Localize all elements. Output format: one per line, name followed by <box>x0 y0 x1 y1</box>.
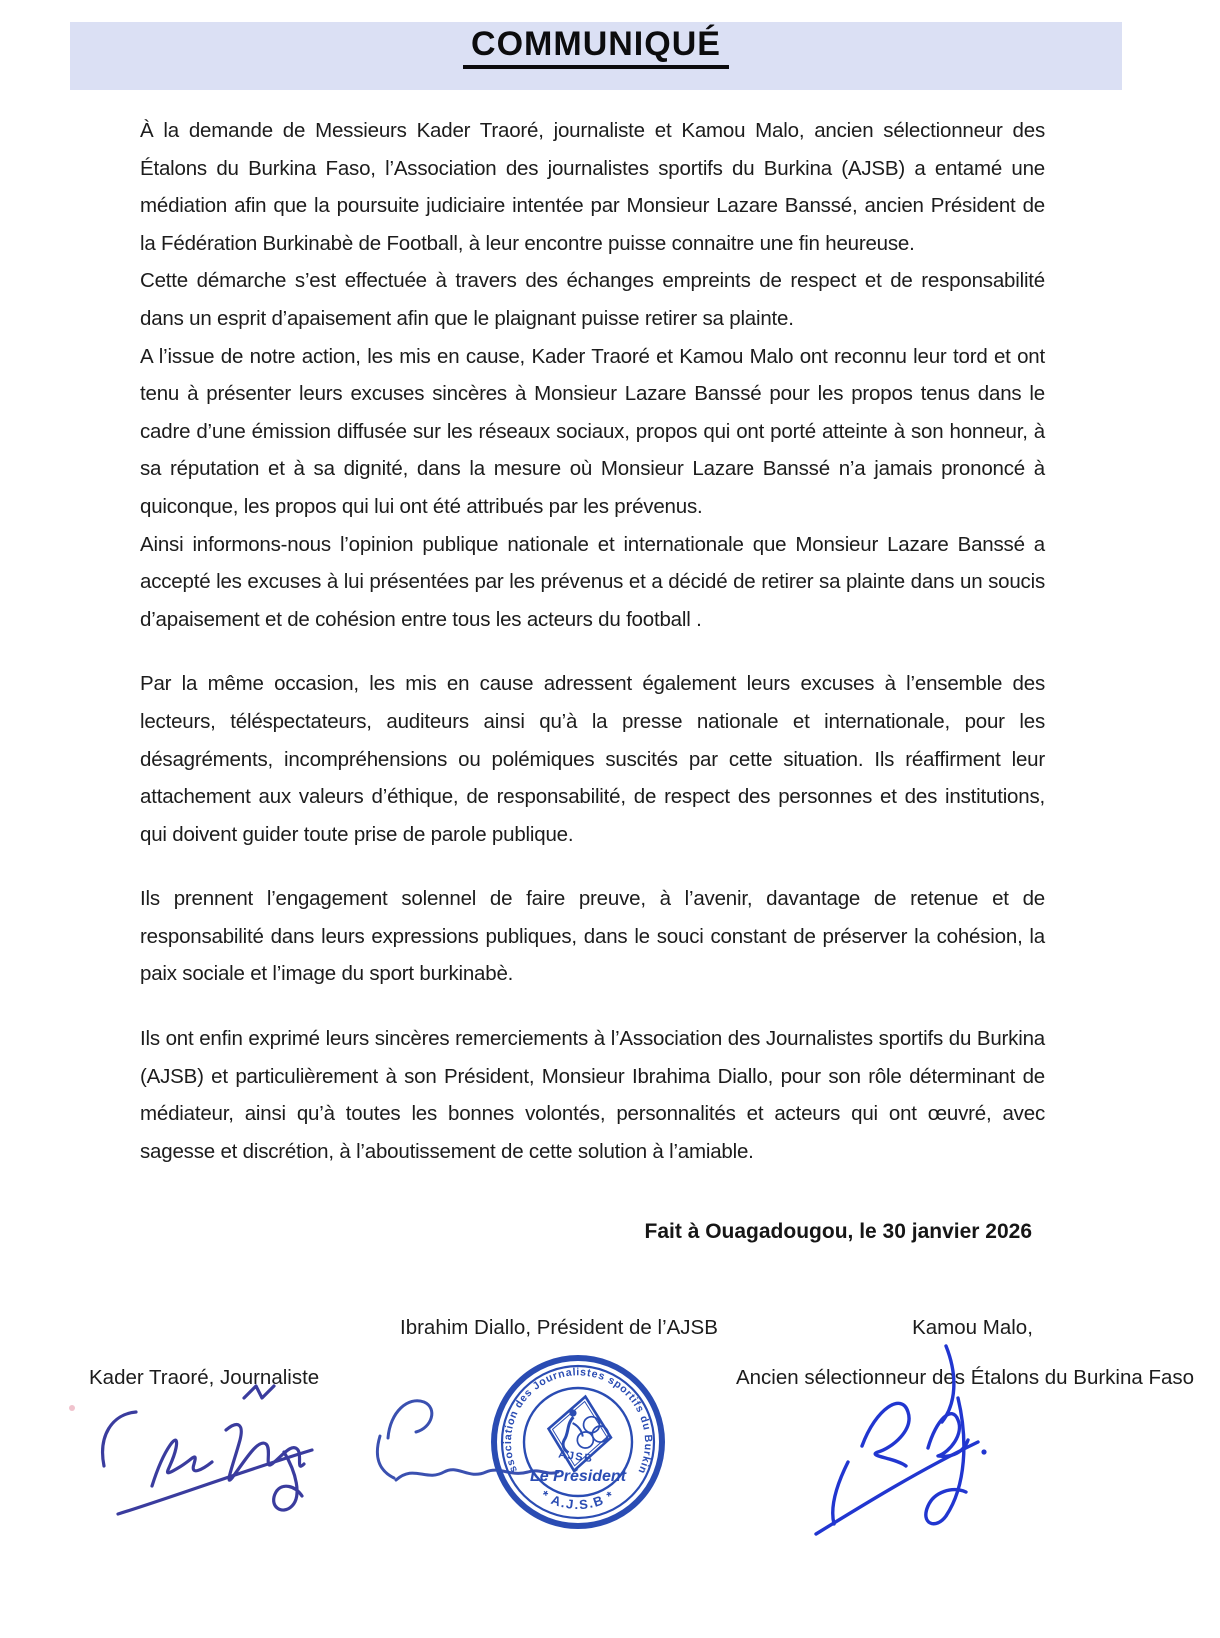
document-body <box>140 112 1045 1170</box>
paragraph: À la demande de Messieurs Kader Traoré, journaliste et Kamou Malo, ancien sélectionneur des Étalons du Burkina Faso, l’Association des journalistes sportifs du Burkina (AJSB) a entamé une médiation afin que la poursuite judiciaire intentée par Monsieur Lazare Banssé, ancien Président de la Fédération Burkinabè de Football, à leur encontre puisse connaitre une fin heureuse. <box>140 119 1045 255</box>
svg-text:* A.J.S.B * <box>539 1487 618 1512</box>
stamp-emblem <box>543 1392 616 1475</box>
paragraph: Par la même occasion, les mis en cause adressent également leurs excuses à l’ensemble des lecteurs, téléspectateurs, auditeurs ainsi qu’à la presse nationale et internationale, pour les désagréments, incompréhensions ou polémiques suscités par cette situation. Ils réaffirment leur attachement aux valeurs d’éthique, de responsabilité, de respect des personnes et des institutions, qui doivent guider toute prise de parole publique. <box>140 672 1045 846</box>
signatory-kamou-title: Ancien sélectionneur des Étalons du Burkina Faso <box>735 1366 1195 1389</box>
title-band <box>70 22 1122 90</box>
scan-artifact <box>69 1405 75 1411</box>
paragraph: Cette démarche s’est effectuée à travers des échanges empreints de respect et de responsabilité dans un esprit d’apaisement afin que le plaignant puisse retirer sa plainte. <box>140 269 1045 330</box>
stamp-rings-icon <box>576 1415 610 1451</box>
signatory-president-label: Ibrahim Diallo, Président de l’AJSB <box>400 1316 718 1339</box>
stamp-center-label: AJSB <box>557 1448 595 1466</box>
document-title: COMMUNIQUÉ <box>463 26 729 69</box>
paragraph: A l’issue de notre action, les mis en cause, Kader Traoré et Kamou Malo ont reconnu leur tord et ont tenu à présenter leurs excuses sincères à Monsieur Lazare Banssé pour les propos tenus dans le cadre d’une émission diffusée sur les réseaux sociaux, propos qui ont porté atteinte à son honneur, à sa réputation et à sa dignité, dans la mesure où Monsieur Lazare Banssé n’a jamais prononcé à quiconque, les propos qui lui ont été attribués par les prévenus. <box>140 344 1045 518</box>
signatory-kamou-name: Kamou Malo, <box>912 1316 1033 1339</box>
paragraph: Ils ont enfin exprimé leurs sincères remerciements à l’Association des Journalistes sportifs du Burkina (AJSB) et particulièrement à son Président, Monsieur Ibrahima Diallo, pour son rôle déterminant de médiateur, ainsi qu’à toutes les bonnes volontés, personnalités et acteurs qui ont œuvré, avec sagesse et discrétion, à l’aboutissement de cette solution à l’amiable. <box>140 1027 1045 1163</box>
signature-kader <box>103 1386 312 1514</box>
stamp-subtitle: Le Président <box>529 1468 627 1485</box>
stamp-arc-bottom-text: * A.J.S.B * <box>538 1487 618 1513</box>
paragraph: Ainsi informons-nous l’opinion publique nationale et internationale que Monsieur Lazare Banssé a accepté les excuses à lui présentées par les prévenus et a décidé de retirer sa plainte dans un soucis d’apaisement et de cohésion entre tous les acteurs du football . <box>140 532 1045 631</box>
date-line: Fait à Ouagadougou, le 30 janvier 2026 <box>644 1220 1032 1243</box>
signatory-kader-label: Kader Traoré, Journaliste <box>89 1366 320 1389</box>
paragraph: Ils prennent l’engagement solennel de faire preuve, à l’avenir, davantage de retenue et de responsabilité dans leurs expressions publiques, dans le souci constant de préserver la cohésion, la paix sociale et l’image du sport burkinabè. <box>140 887 1045 986</box>
stamp-arc-top-text: Association des Journalistes sportifs du Burkina <box>501 1366 655 1476</box>
ajsb-president-stamp <box>486 1350 670 1534</box>
